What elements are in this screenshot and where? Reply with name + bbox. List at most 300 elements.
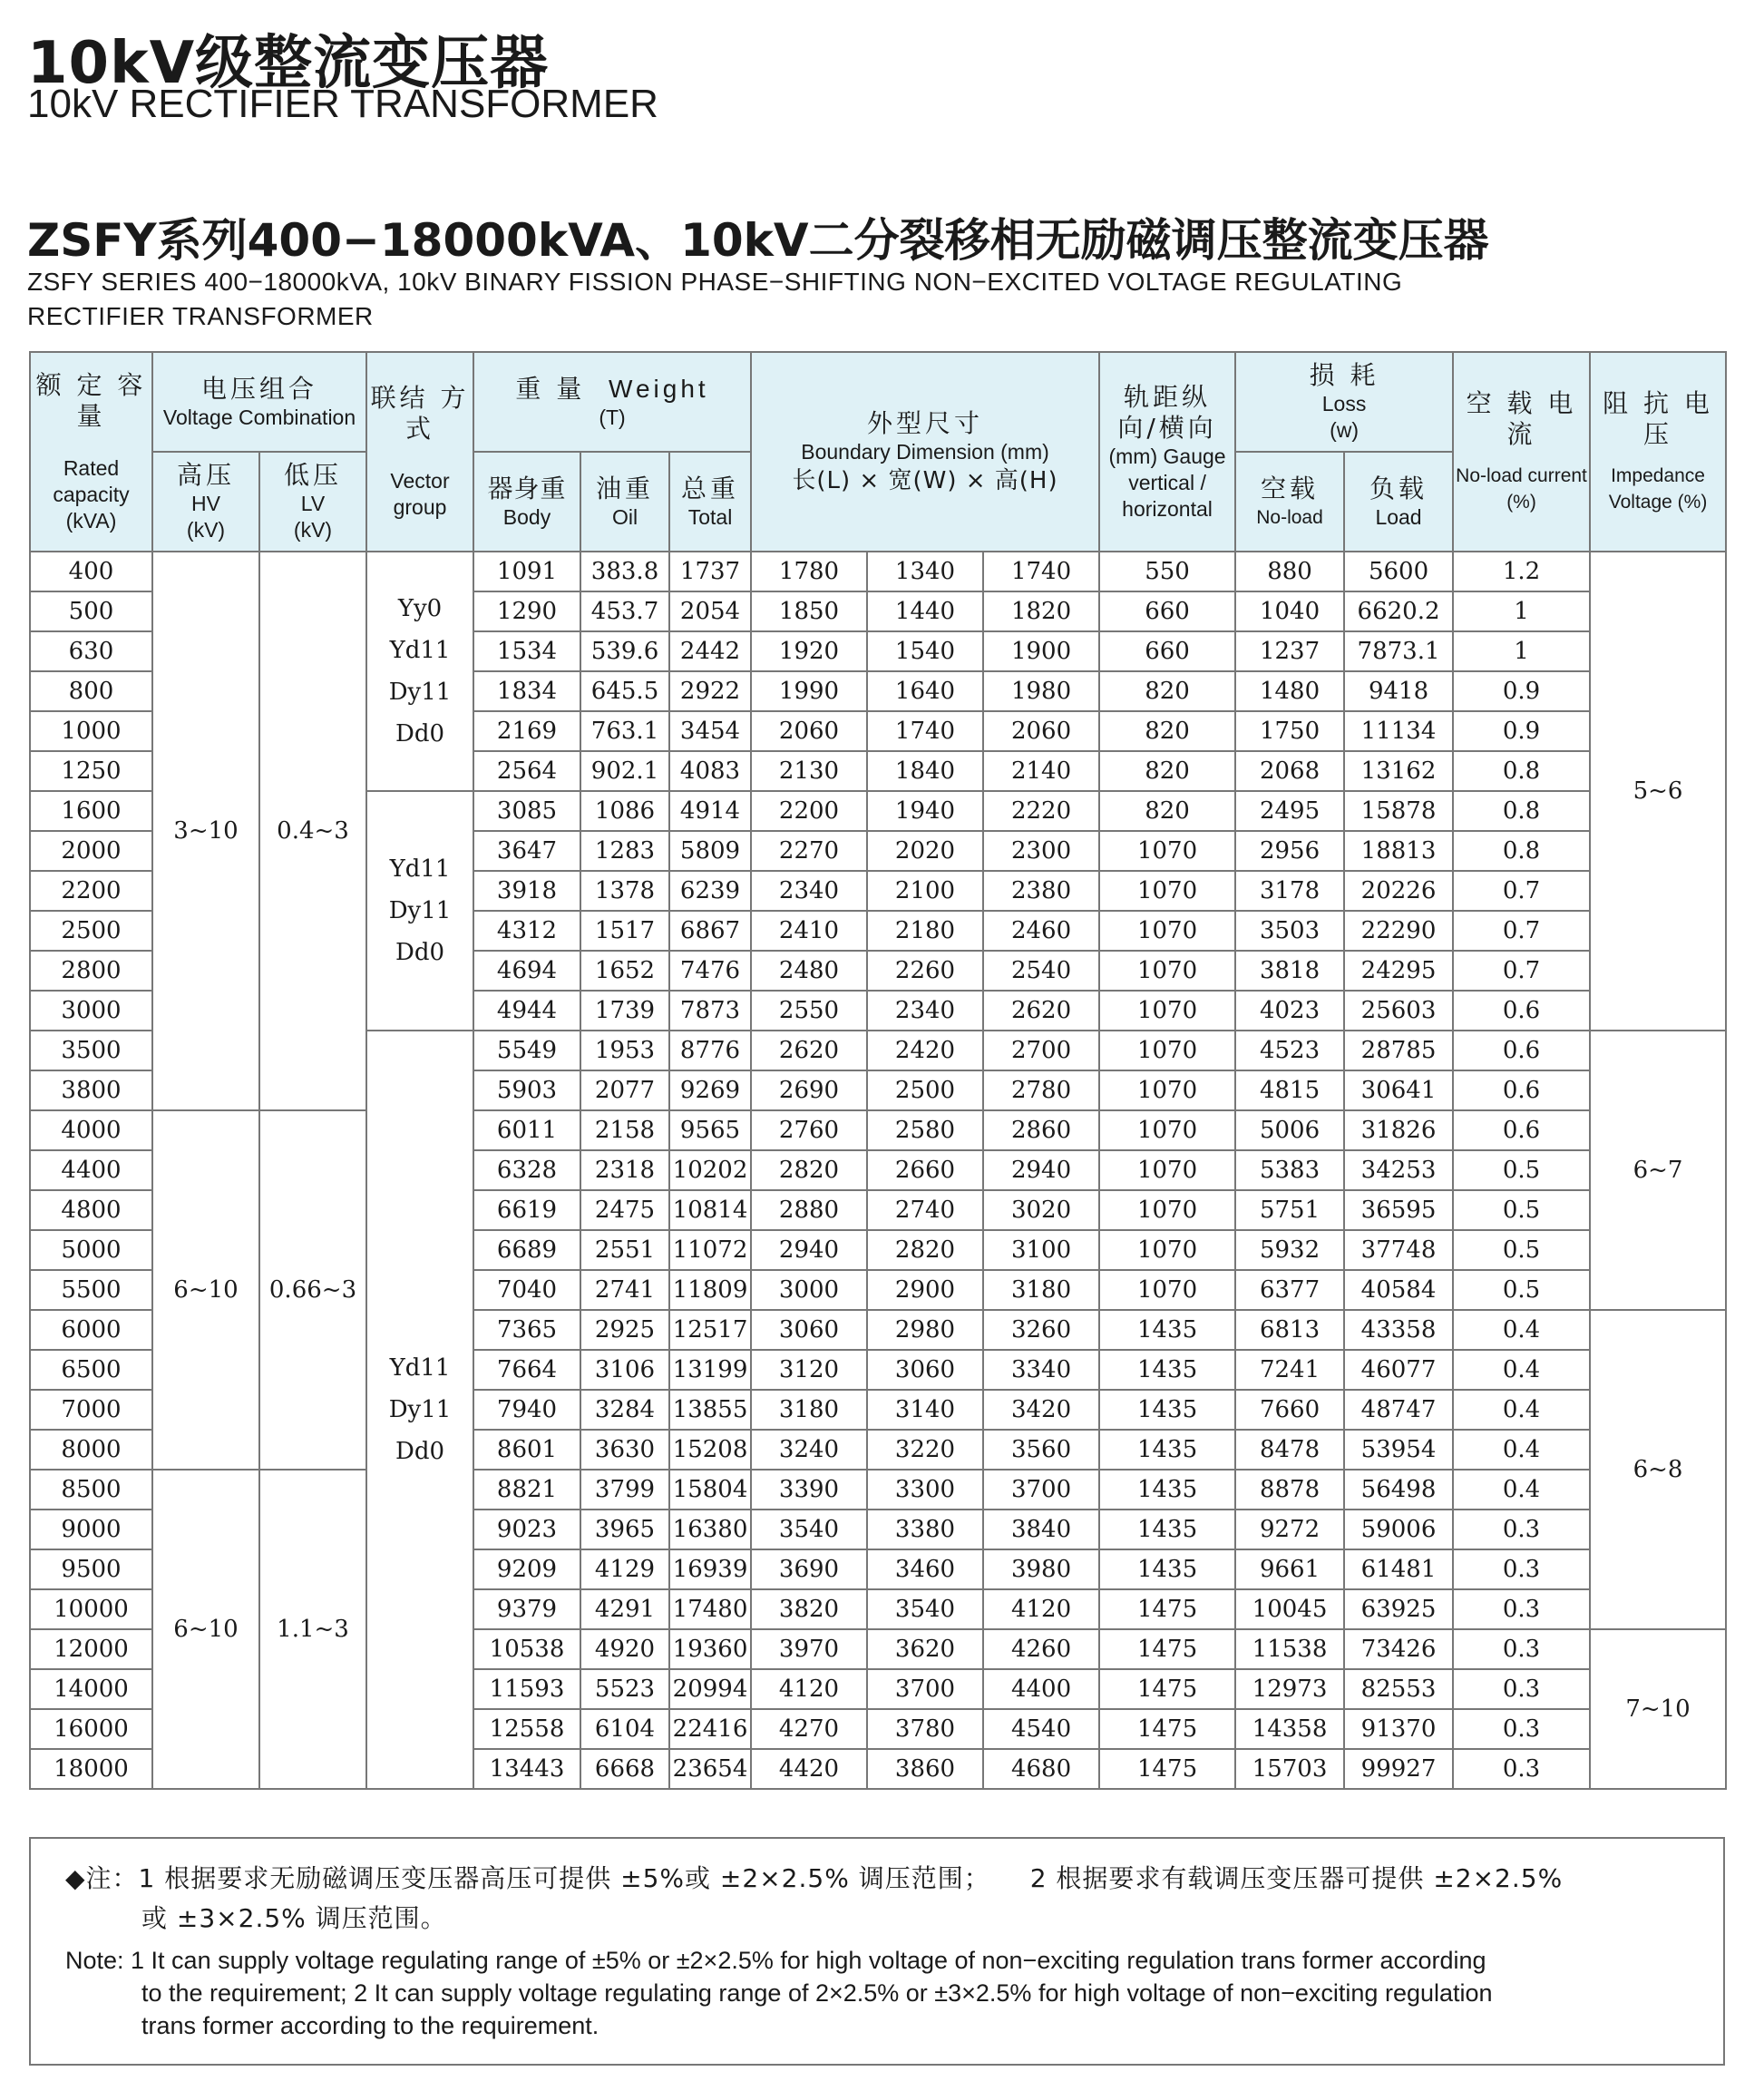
height-cell: 2780: [983, 1070, 1099, 1110]
width-cell: 2740: [867, 1190, 983, 1230]
noload-current-cell: 0.6: [1453, 1070, 1590, 1110]
vector-group-code: Dd0: [395, 1438, 445, 1465]
width-cell: 3620: [867, 1629, 983, 1669]
vector-group-cell: [366, 1031, 473, 1789]
capacity-cell: 14000: [30, 1669, 152, 1709]
lv-voltage-cell: 0.4~3: [259, 552, 366, 1110]
body-weight-cell: 6619: [473, 1190, 580, 1230]
oil-weight-cell: 2551: [580, 1230, 669, 1270]
gauge-cell: 1070: [1099, 991, 1235, 1031]
capacity-cell: 2500: [30, 911, 152, 951]
header-impedance: 阻 抗 电 压 Impedance Voltage (%): [1590, 352, 1726, 552]
total-weight-cell: 12517: [669, 1310, 751, 1350]
vector-group-cell: [366, 552, 473, 791]
body-weight-cell: 7040: [473, 1270, 580, 1310]
length-cell: 3000: [751, 1270, 867, 1310]
height-cell: 2540: [983, 951, 1099, 991]
page-title-english: 10kV RECTIFIER TRANSFORMER: [27, 82, 658, 126]
noload-current-cell: 0.7: [1453, 951, 1590, 991]
table-row: [30, 1470, 1726, 1510]
length-cell: 2410: [751, 911, 867, 951]
height-cell: 1900: [983, 631, 1099, 671]
body-weight-cell: 3085: [473, 791, 580, 831]
load-loss-cell: 53954: [1344, 1430, 1453, 1470]
capacity-cell: 2200: [30, 871, 152, 911]
load-loss-cell: 28785: [1344, 1031, 1453, 1070]
height-cell: 3700: [983, 1470, 1099, 1510]
hv-voltage-cell: 6~10: [152, 1470, 259, 1789]
vector-group-code: Dd0: [395, 939, 445, 966]
body-weight-cell: 9209: [473, 1549, 580, 1589]
gauge-cell: 820: [1099, 751, 1235, 791]
length-cell: 2200: [751, 791, 867, 831]
header-capacity: 额 定 容 量 Rated capacity (kVA): [30, 352, 152, 552]
total-weight-cell: 7873: [669, 991, 751, 1031]
oil-weight-cell: 1378: [580, 871, 669, 911]
oil-weight-cell: 1652: [580, 951, 669, 991]
length-cell: 3240: [751, 1430, 867, 1470]
capacity-cell: 1250: [30, 751, 152, 791]
length-cell: 1920: [751, 631, 867, 671]
capacity-cell: 2000: [30, 831, 152, 871]
length-cell: 2820: [751, 1150, 867, 1190]
width-cell: 3540: [867, 1589, 983, 1629]
noload-loss-cell: 4815: [1235, 1070, 1344, 1110]
body-weight-cell: 5903: [473, 1070, 580, 1110]
noload-current-cell: 0.3: [1453, 1510, 1590, 1549]
vector-group-code: Dy11: [388, 679, 452, 706]
height-cell: 4400: [983, 1669, 1099, 1709]
load-loss-cell: 34253: [1344, 1150, 1453, 1190]
total-weight-cell: 13199: [669, 1350, 751, 1390]
width-cell: 1440: [867, 591, 983, 631]
gauge-cell: 820: [1099, 791, 1235, 831]
total-weight-cell: 6867: [669, 911, 751, 951]
noload-current-cell: 0.8: [1453, 791, 1590, 831]
width-cell: 2500: [867, 1070, 983, 1110]
series-title-english-line: ZSFY SERIES 400−18000kVA, 10kV BINARY FISSION PHASE−SHIFTING NON−EXCITED VOLTAGE REGULATING: [27, 268, 1403, 296]
height-cell: 4680: [983, 1749, 1099, 1789]
noload-current-cell: 0.4: [1453, 1390, 1590, 1430]
length-cell: 2880: [751, 1190, 867, 1230]
gauge-cell: 1070: [1099, 1110, 1235, 1150]
series-title-english: [27, 265, 1569, 334]
noload-current-cell: 0.4: [1453, 1310, 1590, 1350]
load-loss-cell: 61481: [1344, 1549, 1453, 1589]
oil-weight-cell: 2741: [580, 1270, 669, 1310]
lv-voltage-cell: 0.66~3: [259, 1110, 366, 1470]
noload-current-cell: 0.3: [1453, 1549, 1590, 1589]
height-cell: 1980: [983, 671, 1099, 711]
oil-weight-cell: 3965: [580, 1510, 669, 1549]
total-weight-cell: 11809: [669, 1270, 751, 1310]
width-cell: 2020: [867, 831, 983, 871]
vector-group-code: Dy11: [388, 1396, 452, 1423]
load-loss-cell: 43358: [1344, 1310, 1453, 1350]
length-cell: 2620: [751, 1031, 867, 1070]
gauge-cell: 1475: [1099, 1629, 1235, 1669]
body-weight-cell: 12558: [473, 1709, 580, 1749]
length-cell: 4120: [751, 1669, 867, 1709]
spec-table-body: [30, 552, 1726, 1789]
gauge-cell: 1070: [1099, 911, 1235, 951]
width-cell: 1940: [867, 791, 983, 831]
series-title: ZSFY系列400−18000kVA、10kV二分裂移相无励磁调压整流变压器: [27, 214, 1489, 267]
height-cell: 3260: [983, 1310, 1099, 1350]
noload-loss-cell: 3818: [1235, 951, 1344, 991]
spec-table: [29, 351, 1727, 1790]
total-weight-cell: 7476: [669, 951, 751, 991]
load-loss-cell: 99927: [1344, 1749, 1453, 1789]
gauge-cell: 1475: [1099, 1709, 1235, 1749]
total-weight-cell: 9269: [669, 1070, 751, 1110]
gauge-cell: 1435: [1099, 1510, 1235, 1549]
noload-current-cell: 0.7: [1453, 911, 1590, 951]
height-cell: 2060: [983, 711, 1099, 751]
capacity-cell: 10000: [30, 1589, 152, 1629]
capacity-cell: 1000: [30, 711, 152, 751]
noload-current-cell: 0.3: [1453, 1749, 1590, 1789]
gauge-cell: 550: [1099, 552, 1235, 591]
length-cell: 3970: [751, 1629, 867, 1669]
length-cell: 3820: [751, 1589, 867, 1629]
gauge-cell: 1435: [1099, 1390, 1235, 1430]
noload-current-cell: 0.3: [1453, 1669, 1590, 1709]
total-weight-cell: 2922: [669, 671, 751, 711]
height-cell: 2380: [983, 871, 1099, 911]
oil-weight-cell: 6668: [580, 1749, 669, 1789]
load-loss-cell: 20226: [1344, 871, 1453, 911]
noload-loss-cell: 5751: [1235, 1190, 1344, 1230]
oil-weight-cell: 383.8: [580, 552, 669, 591]
total-weight-cell: 19360: [669, 1629, 751, 1669]
gauge-cell: 1435: [1099, 1350, 1235, 1390]
load-loss-cell: 48747: [1344, 1390, 1453, 1430]
height-cell: 2700: [983, 1031, 1099, 1070]
vector-group-code: Yy0: [397, 595, 443, 622]
length-cell: 3060: [751, 1310, 867, 1350]
gauge-cell: 1475: [1099, 1589, 1235, 1629]
oil-weight-cell: 2475: [580, 1190, 669, 1230]
body-weight-cell: 3647: [473, 831, 580, 871]
capacity-cell: 630: [30, 631, 152, 671]
load-loss-cell: 37748: [1344, 1230, 1453, 1270]
gauge-cell: 1070: [1099, 831, 1235, 871]
load-loss-cell: 6620.2: [1344, 591, 1453, 631]
capacity-cell: 9500: [30, 1549, 152, 1589]
length-cell: 3180: [751, 1390, 867, 1430]
noload-current-cell: 0.5: [1453, 1150, 1590, 1190]
width-cell: 3860: [867, 1749, 983, 1789]
noload-current-cell: 0.5: [1453, 1270, 1590, 1310]
capacity-cell: 4000: [30, 1110, 152, 1150]
total-weight-cell: 2054: [669, 591, 751, 631]
capacity-cell: 3800: [30, 1070, 152, 1110]
width-cell: 2340: [867, 991, 983, 1031]
noload-current-cell: 0.3: [1453, 1629, 1590, 1669]
table-row: [30, 552, 1726, 591]
gauge-cell: 1070: [1099, 871, 1235, 911]
impedance-cell: 6~7: [1590, 1031, 1726, 1310]
noload-loss-cell: 15703: [1235, 1749, 1344, 1789]
load-loss-cell: 82553: [1344, 1669, 1453, 1709]
length-cell: 1780: [751, 552, 867, 591]
gauge-cell: 1435: [1099, 1310, 1235, 1350]
noload-loss-cell: 10045: [1235, 1589, 1344, 1629]
body-weight-cell: 10538: [473, 1629, 580, 1669]
body-weight-cell: 4944: [473, 991, 580, 1031]
noload-current-cell: 0.8: [1453, 831, 1590, 871]
noload-loss-cell: 1237: [1235, 631, 1344, 671]
capacity-cell: 5000: [30, 1230, 152, 1270]
noload-loss-cell: 4023: [1235, 991, 1344, 1031]
body-weight-cell: 5549: [473, 1031, 580, 1070]
length-cell: 3690: [751, 1549, 867, 1589]
noload-loss-cell: 7660: [1235, 1390, 1344, 1430]
header-vector: 联结 方式 Vector group: [366, 352, 473, 552]
height-cell: 3020: [983, 1190, 1099, 1230]
oil-weight-cell: 2158: [580, 1110, 669, 1150]
load-loss-cell: 31826: [1344, 1110, 1453, 1150]
impedance-cell: 6~8: [1590, 1310, 1726, 1629]
noload-loss-cell: 11538: [1235, 1629, 1344, 1669]
body-weight-cell: 1290: [473, 591, 580, 631]
oil-weight-cell: 1086: [580, 791, 669, 831]
total-weight-cell: 20994: [669, 1669, 751, 1709]
noload-loss-cell: 9272: [1235, 1510, 1344, 1549]
body-weight-cell: 3918: [473, 871, 580, 911]
width-cell: 3460: [867, 1549, 983, 1589]
vector-group-code: Yd11: [389, 1354, 451, 1382]
gauge-cell: 1435: [1099, 1430, 1235, 1470]
load-loss-cell: 91370: [1344, 1709, 1453, 1749]
height-cell: 4540: [983, 1709, 1099, 1749]
width-cell: 3140: [867, 1390, 983, 1430]
gauge-cell: 660: [1099, 631, 1235, 671]
noload-current-cell: 0.3: [1453, 1589, 1590, 1629]
length-cell: 2550: [751, 991, 867, 1031]
capacity-cell: 6000: [30, 1310, 152, 1350]
oil-weight-cell: 5523: [580, 1669, 669, 1709]
total-weight-cell: 2442: [669, 631, 751, 671]
load-loss-cell: 63925: [1344, 1589, 1453, 1629]
oil-weight-cell: 4291: [580, 1589, 669, 1629]
body-weight-cell: 6689: [473, 1230, 580, 1270]
total-weight-cell: 3454: [669, 711, 751, 751]
total-weight-cell: 22416: [669, 1709, 751, 1749]
body-weight-cell: 4312: [473, 911, 580, 951]
body-weight-cell: 1091: [473, 552, 580, 591]
header-noload-loss: 空载 No-load: [1235, 452, 1344, 552]
header-body-weight: 器身重 Body: [473, 452, 580, 552]
noload-loss-cell: 5006: [1235, 1110, 1344, 1150]
gauge-cell: 1070: [1099, 1150, 1235, 1190]
noload-loss-cell: 880: [1235, 552, 1344, 591]
header-load-loss: 负载 Load: [1344, 452, 1453, 552]
capacity-cell: 5500: [30, 1270, 152, 1310]
width-cell: 2180: [867, 911, 983, 951]
note-english-line: Note: 1 It can supply voltage regulating range of ±5% or ±2×2.5% for high voltage of non−exciting regulation trans former according: [65, 1947, 1486, 1974]
height-cell: 2620: [983, 991, 1099, 1031]
width-cell: 1540: [867, 631, 983, 671]
noload-loss-cell: 6813: [1235, 1310, 1344, 1350]
total-weight-cell: 23654: [669, 1749, 751, 1789]
load-loss-cell: 59006: [1344, 1510, 1453, 1549]
header-voltage: 电压组合 Voltage Combination: [152, 352, 366, 452]
capacity-cell: 8500: [30, 1470, 152, 1510]
length-cell: 2760: [751, 1110, 867, 1150]
noload-current-cell: 0.4: [1453, 1430, 1590, 1470]
body-weight-cell: 7664: [473, 1350, 580, 1390]
height-cell: 3420: [983, 1390, 1099, 1430]
width-cell: 2820: [867, 1230, 983, 1270]
gauge-cell: 1475: [1099, 1749, 1235, 1789]
noload-current-cell: 1: [1453, 631, 1590, 671]
width-cell: 3060: [867, 1350, 983, 1390]
total-weight-cell: 17480: [669, 1589, 751, 1629]
length-cell: 3390: [751, 1470, 867, 1510]
oil-weight-cell: 1517: [580, 911, 669, 951]
body-weight-cell: 9379: [473, 1589, 580, 1629]
vector-group-cell: [366, 791, 473, 1031]
gauge-cell: 1070: [1099, 1031, 1235, 1070]
load-loss-cell: 73426: [1344, 1629, 1453, 1669]
width-cell: 3220: [867, 1430, 983, 1470]
load-loss-cell: 9418: [1344, 671, 1453, 711]
noload-current-cell: 0.9: [1453, 711, 1590, 751]
oil-weight-cell: 3799: [580, 1470, 669, 1510]
oil-weight-cell: 2925: [580, 1310, 669, 1350]
height-cell: 2140: [983, 751, 1099, 791]
height-cell: 1740: [983, 552, 1099, 591]
gauge-cell: 820: [1099, 671, 1235, 711]
noload-current-cell: 1.2: [1453, 552, 1590, 591]
note-english-line: to the requirement; 2 It can supply voltage regulating range of 2×2.5% or ±3×2.5% for high voltage of non−exciting regulation: [141, 1979, 1493, 2007]
oil-weight-cell: 3284: [580, 1390, 669, 1430]
oil-weight-cell: 1283: [580, 831, 669, 871]
header-oil-weight: 油重 Oil: [580, 452, 669, 552]
height-cell: 3100: [983, 1230, 1099, 1270]
noload-loss-cell: 1480: [1235, 671, 1344, 711]
noload-loss-cell: 4523: [1235, 1031, 1344, 1070]
body-weight-cell: 7940: [473, 1390, 580, 1430]
height-cell: 3980: [983, 1549, 1099, 1589]
height-cell: 3560: [983, 1430, 1099, 1470]
oil-weight-cell: 6104: [580, 1709, 669, 1749]
load-loss-cell: 40584: [1344, 1270, 1453, 1310]
noload-current-cell: 1: [1453, 591, 1590, 631]
width-cell: 1640: [867, 671, 983, 711]
noload-loss-cell: 3178: [1235, 871, 1344, 911]
note-chinese-line: ◆注：1 根据要求无励磁调压变压器高压可提供 ±5%或 ±2×2.5% 调压范围； 2 根据要求有载调压变压器可提供 ±2×2.5%: [65, 1863, 1564, 1893]
body-weight-cell: 2564: [473, 751, 580, 791]
oil-weight-cell: 645.5: [580, 671, 669, 711]
total-weight-cell: 15208: [669, 1430, 751, 1470]
total-weight-cell: 9565: [669, 1110, 751, 1150]
width-cell: 3700: [867, 1669, 983, 1709]
total-weight-cell: 4914: [669, 791, 751, 831]
note-english-line: trans former according to the requirement.: [141, 2012, 599, 2039]
total-weight-cell: 6239: [669, 871, 751, 911]
load-loss-cell: 30641: [1344, 1070, 1453, 1110]
total-weight-cell: 13855: [669, 1390, 751, 1430]
noload-loss-cell: 12973: [1235, 1669, 1344, 1709]
noload-loss-cell: 5383: [1235, 1150, 1344, 1190]
body-weight-cell: 6011: [473, 1110, 580, 1150]
header-gauge: 轨距纵 向/横向 (mm) Gauge vertical / horizontal: [1099, 352, 1235, 552]
header-lv: 低压 LV (kV): [259, 452, 366, 552]
noload-current-cell: 0.8: [1453, 751, 1590, 791]
length-cell: 2940: [751, 1230, 867, 1270]
body-weight-cell: 8821: [473, 1470, 580, 1510]
noload-loss-cell: 2068: [1235, 751, 1344, 791]
body-weight-cell: 13443: [473, 1749, 580, 1789]
noload-current-cell: 0.7: [1453, 871, 1590, 911]
total-weight-cell: 10202: [669, 1150, 751, 1190]
gauge-cell: 1475: [1099, 1669, 1235, 1709]
height-cell: 2940: [983, 1150, 1099, 1190]
noload-current-cell: 0.6: [1453, 1031, 1590, 1070]
total-weight-cell: 8776: [669, 1031, 751, 1070]
height-cell: 3840: [983, 1510, 1099, 1549]
height-cell: 4120: [983, 1589, 1099, 1629]
vector-group-code: Dd0: [395, 720, 445, 747]
load-loss-cell: 5600: [1344, 552, 1453, 591]
height-cell: 3180: [983, 1270, 1099, 1310]
length-cell: 2130: [751, 751, 867, 791]
width-cell: 2260: [867, 951, 983, 991]
vector-group-code: Yd11: [389, 637, 451, 664]
header-weight: 重 量 Weight (T): [473, 352, 751, 452]
gauge-cell: 1070: [1099, 1230, 1235, 1270]
lv-voltage-cell: 1.1~3: [259, 1470, 366, 1789]
load-loss-cell: 7873.1: [1344, 631, 1453, 671]
load-loss-cell: 13162: [1344, 751, 1453, 791]
note-chinese-line: 或 ±3×2.5% 调压范围。: [141, 1903, 447, 1933]
vector-group-code: Dy11: [388, 897, 452, 924]
gauge-cell: 1435: [1099, 1549, 1235, 1589]
width-cell: 1740: [867, 711, 983, 751]
capacity-cell: 12000: [30, 1629, 152, 1669]
load-loss-cell: 56498: [1344, 1470, 1453, 1510]
height-cell: 2860: [983, 1110, 1099, 1150]
capacity-cell: 3000: [30, 991, 152, 1031]
total-weight-cell: 10814: [669, 1190, 751, 1230]
noload-loss-cell: 2495: [1235, 791, 1344, 831]
noload-current-cell: 0.5: [1453, 1230, 1590, 1270]
total-weight-cell: 15804: [669, 1470, 751, 1510]
noload-loss-cell: 8478: [1235, 1430, 1344, 1470]
note-chinese: [65, 1859, 1687, 1939]
page-title: 10kV级整流变压器: [27, 30, 550, 97]
noload-current-cell: 0.4: [1453, 1470, 1590, 1510]
total-weight-cell: 4083: [669, 751, 751, 791]
width-cell: 3780: [867, 1709, 983, 1749]
notes-box: [29, 1837, 1725, 2066]
body-weight-cell: 7365: [473, 1310, 580, 1350]
noload-loss-cell: 2956: [1235, 831, 1344, 871]
length-cell: 2480: [751, 951, 867, 991]
width-cell: 1340: [867, 552, 983, 591]
width-cell: 3380: [867, 1510, 983, 1549]
load-loss-cell: 11134: [1344, 711, 1453, 751]
noload-current-cell: 0.4: [1453, 1350, 1590, 1390]
length-cell: 3540: [751, 1510, 867, 1549]
hv-voltage-cell: 3~10: [152, 552, 259, 1110]
height-cell: 3340: [983, 1350, 1099, 1390]
width-cell: 2420: [867, 1031, 983, 1070]
header-dimension: 外型尺寸 Boundary Dimension (mm) 长(L) × 宽(W) × 高(H): [751, 352, 1099, 552]
